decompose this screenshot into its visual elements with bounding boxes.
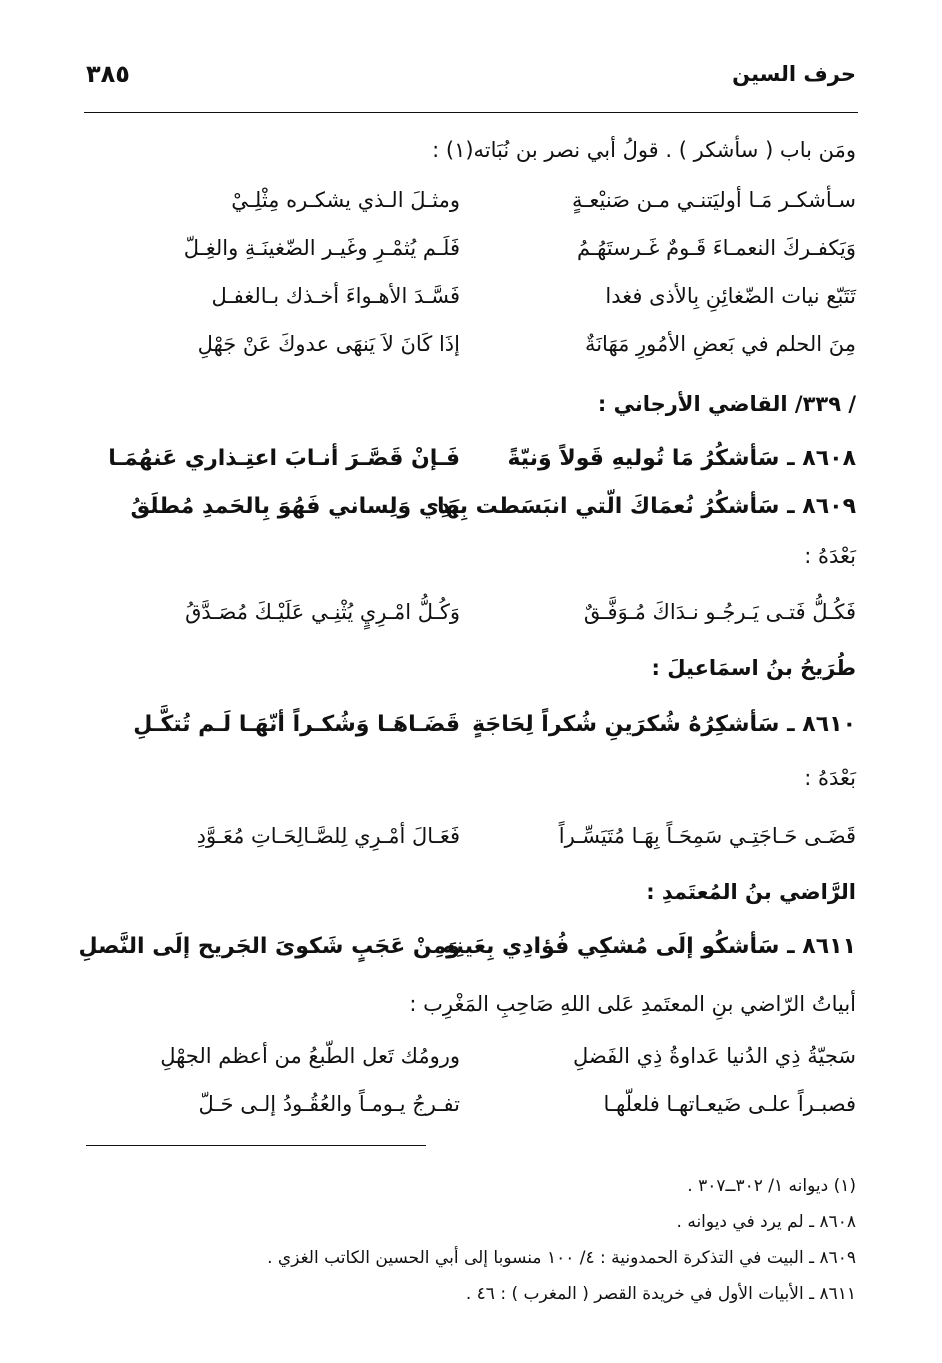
poem-1-line-4-right: مِنَ الحلم في بَعضِ الأمُورِ مَهَانَةٌ xyxy=(584,332,856,356)
header-rule xyxy=(84,112,858,113)
verse-8611-left: وَمِنْ عَجَبٍ شَكوىَ الجَريح إلَى النَّصلِ xyxy=(78,934,460,959)
verse-8610-right: ٨٦١٠ ـ سَأشكِرُهُ شُكرَينِ شُكراً لِحَاجَةٍ xyxy=(472,712,856,737)
footnote-8609: ٨٦٠٩ ـ البيت في التذكرة الحمدونية : ٤/ ١٠٠ منسوبا إلى أبي الحسين الكاتب الغزي . xyxy=(267,1248,856,1268)
poem-1-line-2-left: فَلَـم يُثمْـرِ وغَيـر الضّغينَـةِ والغِـلّ xyxy=(183,236,460,260)
verse-after-2-left: فَعَـالَ أمْـرِي لِلصَّـالِحَـاتِ مُعَـوَّدِ xyxy=(196,824,460,848)
verse-8608-left: فَـإنْ قَصَّـرَ أنـابَ اعتِـذاري عَنهُمَـا xyxy=(108,446,460,471)
verse-after-1-right: فَكُـلُّ فَتـى يَـرجُـو نـدَاكَ مُـوَفَّـقٌ xyxy=(583,600,856,624)
poem-2-line-2-right: فصبـراً علـى ضَيعـاتهـا فلعلّهـا xyxy=(603,1092,856,1116)
poem-1-line-4-left: إذَا كَانَ لاَ يَنهَى عدوكَ عَنْ جَهْلِ xyxy=(197,332,460,356)
heading-radi: الرَّاضي بنُ المُعتَمدِ : xyxy=(646,880,856,904)
intro-2-line: أبياتُ الرّاضي بنِ المعتَمدِ عَلى اللهِ صَاحِبِ المَغْرِب : xyxy=(409,992,856,1016)
verse-after-2-right: قَضَـى حَـاجَتِـي سَمِحَـاً بِهَـا مُتَيَسِّـراً xyxy=(558,824,856,848)
footnote-rule xyxy=(86,1145,426,1146)
footnote-8608: ٨٦٠٨ ـ لم يرد في ديوانه . xyxy=(676,1212,856,1232)
verse-8611-right: ٨٦١١ ـ سَأشكُو إلَى مُشكِي فُؤادِي بِعَينِهِ xyxy=(442,934,856,959)
verse-8609-right: ٨٦٠٩ ـ سَأشكُرُ نُعمَاكَ الّتي انبَسَطت بِهَا xyxy=(436,494,856,519)
label-after-2: بَعْدَهُ : xyxy=(804,766,856,790)
verse-after-1-left: وَكُـلُّ امْـرِيٍ يُثْنِـي عَلَيْـكَ مُصَـدَّقُ xyxy=(185,600,460,624)
running-header-title: حرف السين xyxy=(732,62,856,86)
poem-2-line-2-left: تفـرجُ يـومـاً والعُقُـودُ إلـى حَـلّ xyxy=(198,1092,460,1116)
poem-2-line-1-left: ورومُك تَعل الطّبعُ من أعظم الجهْلِ xyxy=(160,1044,460,1068)
label-after-1: بَعْدَهُ : xyxy=(804,544,856,568)
poem-2-line-1-right: سَجيّةُ ذِي الدُنيا عَداوةُ ذِي الفَضلِ xyxy=(572,1044,856,1068)
footnote-1: (١) ديوانه ١/ ٣٠٢ــ٣٠٧ . xyxy=(687,1176,856,1196)
verse-8609-left: يَدِي وَلِساني فَهُوَ بِالحَمدِ مُطلَقُ xyxy=(130,494,460,519)
poem-1-line-3-left: فَسَّـدَ الأهـواءَ أخـذك بـالغفـل xyxy=(211,284,460,308)
footnote-8611: ٨٦١١ ـ الأبيات الأول في خريدة القصر ( المغرب ) : ٤٦ . xyxy=(465,1284,856,1304)
heading-turayh: طُرَيحُ بنُ اسمَاعيلَ : xyxy=(651,656,856,680)
page-number: ٣٨٥ xyxy=(86,60,130,88)
verse-8608-right: ٨٦٠٨ ـ سَأشكُرُ مَا تُوليهِ قَولاً وَنيّةً xyxy=(507,446,856,471)
intro-line: ومَن باب ( سأشكر ) . قولُ أبي نصر بن نُبَاته(١) : xyxy=(432,138,856,162)
verse-8610-left: قَضَـاهَـا وَشُكـراً أنّهَـا لَـم تُتكَّـلِ xyxy=(133,712,460,737)
poem-1-line-3-right: تَتَبّع نيات الضّغائِنِ بِالأذى فغدا xyxy=(605,284,856,308)
poem-1-line-1-left: ومثـلَ الـذي يشكـره مِثْلِـيْ xyxy=(231,188,460,212)
heading-qadi-arjani: / ٣٣٩/ القاضي الأرجاني : xyxy=(597,392,856,416)
poem-1-line-2-right: وَيَكفـركَ النعمـاءَ قَـومٌ غَـرستَهُـمُ xyxy=(576,236,856,260)
poem-1-line-1-right: سـأشكـر مَـا أوليَتنـي مـن صَنيْعـةٍ xyxy=(571,188,856,212)
